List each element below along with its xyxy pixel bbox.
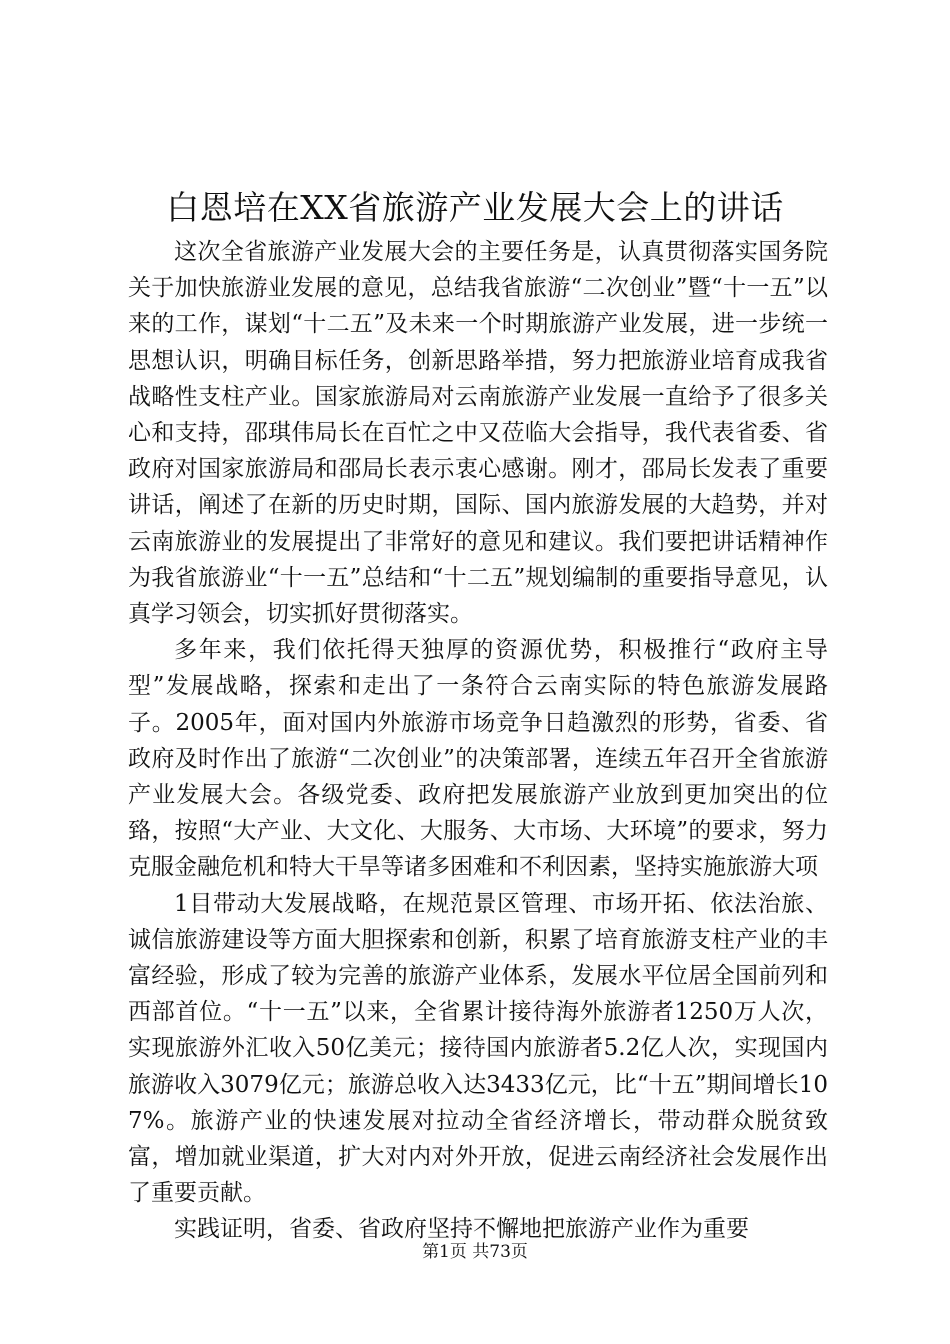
page-number-footer: 第1页 共73页 xyxy=(422,1242,528,1262)
body-paragraph: 这次全省旅游产业发展大会的主要任务是，认真贯彻落实国务院关于加快旅游业发展的意见，总结我省旅游“二次创业”暨“十一五”以来的工作，谋划“十二五”及未来一个时期旅游产业发展，进一步统一思想认识，明确目标任务，创新思路举措，努力把旅游业培育成我省战略性支柱产业。国家旅游局对云南旅游产业发展一直给予了很多关心和支持，邵琪伟局长在百忙之中又莅临大会指导，我代表省委、省政府对国家旅游局和邵局长表示衷心感谢。刚才，邵局长发表了重要讲话，阐述了在新的历史时期，国际、国内旅游发展的大趋势，并对云南旅游业的发展提出了非常好的意见和建议。我们要把讲话精神作为我省旅游业“十一五”总结和“十二五”规划编制的重要指导意见，认真学习领会，切实抓好贯彻落实。 xyxy=(128,239,828,628)
body-paragraph: 多年来，我们依托得天独厚的资源优势，积极推行“政府主导型”发展战略，探索和走出了一条符合云南实际的特色旅游发展路子。2005年，面对国内外旅游市场竞争日趋激烈的形势，省委、省政府及时作出了旅游“二次创业”的决策部署，连续五年召开全省旅游产业发展大会。各级党委、政府把发展旅游产业放到更加突出的位臵，按照“大产业、大文化、大服务、大市场、大环境”的要求，努力克服金融危机和特大干旱等诸多困难和不利因素，坚持实施旅游大项 xyxy=(128,637,828,881)
document-body xyxy=(128,234,828,1248)
document-title: 白恩培在XX省旅游产业发展大会上的讲话 xyxy=(166,188,784,227)
body-paragraph: 实践证明，省委、省政府坚持不懈地把旅游产业作为重要 xyxy=(174,1216,749,1243)
body-paragraph: 1目带动大发展战略，在规范景区管理、市场开拓、依法治旅、诚信旅游建设等方面大胆探索和创新，积累了培育旅游支柱产业的丰富经验，形成了较为完善的旅游产业体系，发展水平位居全国前列和西部首位。“十一五”以来，全省累计接待海外旅游者1250万人次，实现旅游外汇收入50亿美元；接待国内旅游者5.2亿人次，实现国内旅游收入3079亿元；旅游总收入达3433亿元，比“十五”期间增长107%。旅游产业的快速发展对拉动全省经济增长，带动群众脱贫致富，增加就业渠道，扩大对内对外开放，促进云南经济社会发展作出了重要贡献。 xyxy=(128,890,828,1207)
